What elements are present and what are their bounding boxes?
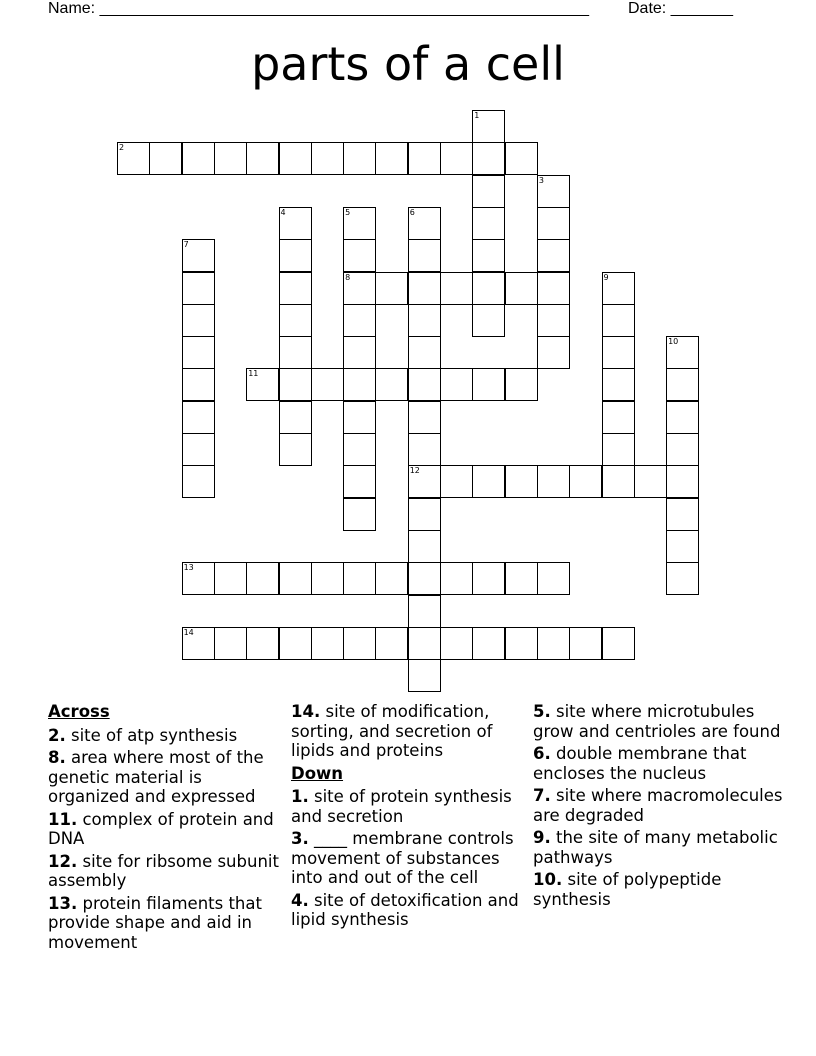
clue-item-number: 12. [48, 851, 78, 871]
grid-cell[interactable] [408, 465, 441, 498]
across-heading: Across [48, 702, 110, 721]
clue-item-number: 11. [48, 809, 78, 829]
grid-cell[interactable] [602, 368, 635, 401]
grid-cell[interactable] [569, 465, 602, 498]
clue-item-number: 7. [533, 786, 551, 805]
clue-item-number: 1. [291, 787, 309, 806]
grid-cell[interactable] [279, 433, 312, 466]
grid-cell[interactable] [117, 142, 150, 175]
clue-item-number: 8. [48, 748, 66, 767]
clue-item-text: site of protein synthesis and secretion [291, 787, 512, 826]
grid-cell[interactable] [440, 272, 473, 305]
clue-item [533, 828, 783, 867]
clue-item-text: site where microtubules grow and centrioles are found [533, 702, 781, 741]
grid-cell[interactable] [666, 433, 699, 466]
grid-cell[interactable] [182, 336, 215, 369]
clue-item [533, 702, 783, 741]
grid-cell[interactable] [472, 465, 505, 498]
grid-cell[interactable] [279, 239, 312, 272]
grid-cell[interactable] [408, 207, 441, 240]
clue-item-number: 9. [533, 828, 551, 847]
grid-cell[interactable] [602, 433, 635, 466]
clue-item [291, 891, 523, 930]
clue-number: 2 [119, 143, 125, 153]
clue-item-text: area where most of the genetic material is organized and expressed [48, 748, 264, 806]
clue-number: 3 [538, 175, 544, 185]
grid-cell[interactable] [537, 627, 570, 660]
clue-number: 8 [345, 272, 351, 282]
clue-item-text: site of detoxification and lipid synthesis [291, 890, 519, 929]
grid-cell[interactable] [472, 142, 505, 175]
grid-cell[interactable] [343, 239, 376, 272]
grid-cell[interactable] [569, 627, 602, 660]
clue-item-text: site of polypeptide synthesis [533, 870, 722, 909]
grid-cell[interactable] [602, 627, 635, 660]
grid-cell[interactable] [311, 627, 344, 660]
grid-cell[interactable] [602, 272, 635, 305]
grid-cell[interactable] [182, 627, 215, 660]
grid-cell[interactable] [408, 368, 441, 401]
clue-item [533, 870, 783, 909]
grid-cell[interactable] [343, 498, 376, 531]
clue-item-text: site of modification, sorting, and secretion of lipids and proteins [291, 702, 493, 760]
clue-number: 9 [603, 272, 609, 282]
grid-cell[interactable] [408, 304, 441, 337]
clues-column-3 [533, 702, 783, 912]
grid-cell[interactable] [408, 272, 441, 305]
grid-cell[interactable] [602, 465, 635, 498]
grid-cell[interactable] [537, 239, 570, 272]
grid-cell[interactable] [343, 465, 376, 498]
clue-item-number: 6. [533, 744, 551, 763]
clue-number: 7 [183, 240, 189, 250]
grid-cell[interactable] [440, 142, 473, 175]
grid-cell[interactable] [440, 368, 473, 401]
grid-cell[interactable] [214, 562, 247, 595]
down-heading: Down [291, 763, 344, 783]
grid-cell[interactable] [343, 304, 376, 337]
grid-cell[interactable] [408, 336, 441, 369]
grid-cell[interactable] [537, 272, 570, 305]
grid-cell[interactable] [408, 433, 441, 466]
grid-cell[interactable] [602, 401, 635, 434]
grid-cell[interactable] [375, 562, 408, 595]
page-title: parts of a cell [251, 37, 565, 91]
grid-cell[interactable] [279, 562, 312, 595]
grid-cell[interactable] [246, 142, 279, 175]
grid-cell[interactable] [408, 142, 441, 175]
grid-cell[interactable] [408, 530, 441, 563]
grid-cell[interactable] [408, 659, 441, 692]
grid-cell[interactable] [602, 304, 635, 337]
grid-cell[interactable] [472, 272, 505, 305]
grid-cell[interactable] [666, 530, 699, 563]
grid-cell[interactable] [602, 336, 635, 369]
grid-cell[interactable] [537, 207, 570, 240]
clue-item [48, 894, 280, 953]
grid-cell[interactable] [537, 175, 570, 208]
grid-cell[interactable] [505, 562, 538, 595]
grid-cell[interactable] [408, 239, 441, 272]
grid-cell[interactable] [279, 207, 312, 240]
grid-cell[interactable] [472, 562, 505, 595]
clue-item-text: the site of many metabolic pathways [533, 828, 778, 867]
grid-cell[interactable] [279, 368, 312, 401]
clue-item [291, 702, 523, 761]
clue-item-number: 13. [48, 893, 78, 913]
grid-cell[interactable] [375, 368, 408, 401]
grid-cell[interactable] [343, 627, 376, 660]
grid-cell[interactable] [311, 368, 344, 401]
grid-cell[interactable] [182, 272, 215, 305]
clue-item-text: ____ membrane controls movement of substances into and out of the cell [291, 829, 514, 887]
grid-cell[interactable] [375, 142, 408, 175]
grid-cell[interactable] [472, 207, 505, 240]
grid-cell[interactable] [311, 142, 344, 175]
grid-cell[interactable] [279, 401, 312, 434]
grid-cell[interactable] [472, 175, 505, 208]
grid-cell[interactable] [505, 627, 538, 660]
grid-cell[interactable] [472, 110, 505, 143]
grid-cell[interactable] [343, 562, 376, 595]
grid-cell[interactable] [505, 465, 538, 498]
clues-column-2 [291, 702, 523, 933]
clue-item [533, 744, 783, 783]
grid-cell[interactable] [537, 304, 570, 337]
clue-number: 5 [345, 207, 351, 217]
clue-number: 11 [248, 369, 259, 379]
clue-number: 10 [668, 337, 679, 347]
clue-item-number: 3. [291, 829, 309, 848]
grid-cell[interactable] [472, 304, 505, 337]
grid-cell[interactable] [472, 239, 505, 272]
grid-cell[interactable] [505, 368, 538, 401]
grid-cell[interactable] [311, 562, 344, 595]
grid-cell[interactable] [182, 368, 215, 401]
grid-cell[interactable] [505, 272, 538, 305]
grid-cell[interactable] [440, 627, 473, 660]
grid-cell[interactable] [214, 142, 247, 175]
clue-item-number: 4. [291, 890, 309, 910]
clue-item-text: protein filaments that provide shape and aid in movement [48, 893, 262, 952]
clue-item [48, 726, 280, 746]
grid-cell[interactable] [537, 336, 570, 369]
grid-cell[interactable] [472, 368, 505, 401]
date-field-label: Date: _______ [628, 0, 733, 17]
grid-cell[interactable] [149, 142, 182, 175]
grid-cell[interactable] [440, 562, 473, 595]
grid-cell[interactable] [666, 465, 699, 498]
grid-cell[interactable] [246, 627, 279, 660]
grid-cell[interactable] [279, 627, 312, 660]
grid-cell[interactable] [343, 207, 376, 240]
clue-item-text: site for ribsome subunit assembly [48, 851, 279, 890]
clue-item [291, 787, 523, 826]
grid-cell[interactable] [408, 498, 441, 531]
clue-number: 6 [409, 207, 415, 217]
grid-cell[interactable] [472, 627, 505, 660]
clue-item-text: site of atp synthesis [65, 725, 238, 745]
clue-item [291, 829, 523, 888]
clue-item-number: 5. [533, 702, 551, 721]
grid-cell[interactable] [182, 239, 215, 272]
grid-cell[interactable] [408, 627, 441, 660]
clue-number: 1 [474, 111, 480, 120]
clue-item [48, 748, 280, 807]
grid-cell[interactable] [343, 368, 376, 401]
grid-cell[interactable] [666, 498, 699, 531]
clue-item-text: complex of protein and DNA [48, 809, 274, 848]
clue-item-text: double membrane that encloses the nucleus [533, 744, 747, 783]
clue-number: 14 [183, 627, 194, 637]
clue-item-text: site where macromolecules are degraded [533, 786, 783, 825]
grid-cell[interactable] [246, 368, 279, 401]
grid-cell[interactable] [634, 465, 667, 498]
grid-cell[interactable] [440, 465, 473, 498]
grid-cell[interactable] [279, 272, 312, 305]
grid-cell[interactable] [279, 336, 312, 369]
grid-cell[interactable] [343, 272, 376, 305]
grid-cell[interactable] [666, 368, 699, 401]
clue-item [48, 810, 280, 849]
clue-number: 4 [280, 207, 286, 217]
grid-cell[interactable] [279, 142, 312, 175]
grid-cell[interactable] [182, 142, 215, 175]
grid-cell[interactable] [537, 465, 570, 498]
clue-item [533, 786, 783, 825]
clues-column-1 [48, 702, 280, 955]
grid-cell[interactable] [408, 401, 441, 434]
grid-cell[interactable] [537, 562, 570, 595]
grid-cell[interactable] [182, 433, 215, 466]
grid-cell[interactable] [666, 562, 699, 595]
grid-cell[interactable] [182, 401, 215, 434]
grid-cell[interactable] [666, 401, 699, 434]
clue-item [48, 852, 280, 891]
grid-cell[interactable] [182, 562, 215, 595]
grid-cell[interactable] [343, 433, 376, 466]
grid-cell[interactable] [246, 562, 279, 595]
grid-cell[interactable] [375, 272, 408, 305]
clue-item-number: 14. [291, 702, 321, 721]
clue-number: 12 [409, 466, 420, 476]
grid-cell[interactable] [375, 627, 408, 660]
clue-number: 13 [183, 563, 194, 573]
grid-cell[interactable] [408, 562, 441, 595]
clue-item-number: 2. [48, 725, 66, 745]
grid-cell[interactable] [214, 627, 247, 660]
grid-cell[interactable] [343, 142, 376, 175]
grid-cell[interactable] [343, 336, 376, 369]
grid-cell[interactable] [182, 304, 215, 337]
grid-cell[interactable] [505, 142, 538, 175]
clue-item-number: 10. [533, 870, 563, 889]
grid-cell[interactable] [182, 465, 215, 498]
grid-cell[interactable] [666, 336, 699, 369]
grid-cell[interactable] [343, 401, 376, 434]
name-field-label: Name: _______________________________________________________ [48, 0, 589, 17]
grid-cell[interactable] [408, 595, 441, 628]
grid-cell[interactable] [279, 304, 312, 337]
